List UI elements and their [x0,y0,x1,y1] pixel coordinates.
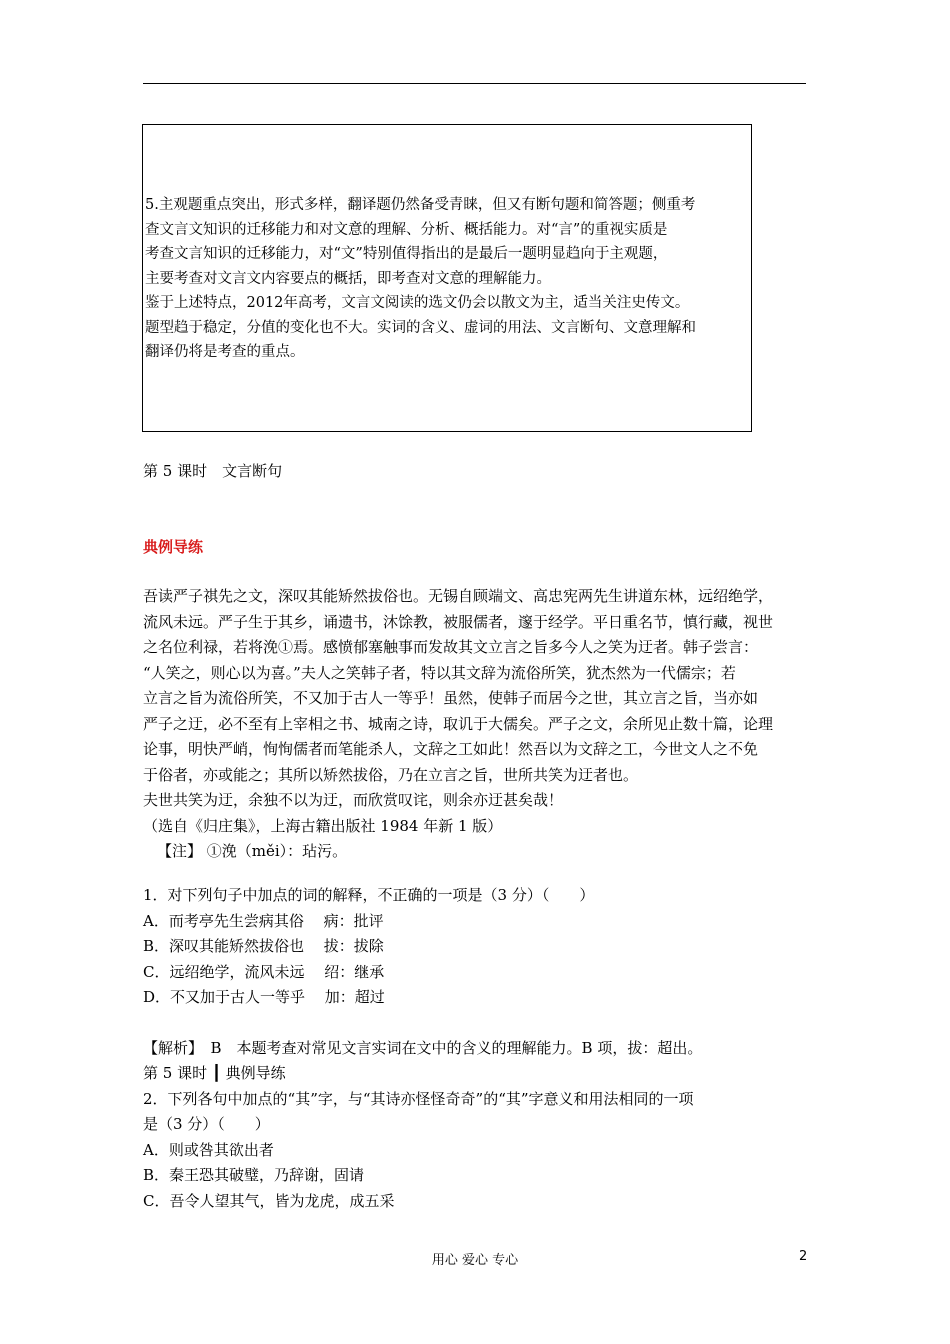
question-1-analysis: 【解析】 B 本题考查对常见文言实词在文中的含义的理解能力。B 项，拔：超出。 [143,1038,703,1057]
page-number: 2 [799,1249,808,1264]
passage-line: 严子之迂，必不至有上宰相之书、城南之诗，取讥于大儒矣。严子之文，余所见止数十篇，论理 [143,714,774,733]
passage-source: （选自《归庄集》，上海古籍出版社 1984 年新 1 版） [143,816,503,835]
question-1-option-c: C．远绍绝学，流风未远 绍：继承 [143,962,385,981]
question-1-stem: 1．对下列句子中加点的词的解释，不正确的一项是（3 分）（ ） [143,886,595,904]
passage-line: 吾读严子祺先之文，深叹其能矫然拔俗也。无锡自顾端文、高忠宪两先生讲道东林，远绍绝学， [143,587,774,605]
question-2-option-a: A．则或咎其欲出者 [143,1140,274,1159]
running-head: 第 5 课时 ┃ 典例导练 [143,1064,286,1082]
header-rule [143,83,806,84]
lesson-title: 第 5 课时 文言断句 [143,462,283,480]
question-2-option-b: B．秦王恐其破璧，乃辞谢，固请 [143,1166,365,1184]
summary-line: 题型趋于稳定，分值的变化也不大。实词的含义、虚词的用法、文言断句、文意理解和 [145,319,696,336]
summary-line: 5.主观题重点突出，形式多样，翻译题仍然备受青睐，但又有断句题和简答题；侧重考 [145,197,696,213]
passage-line: 之名位利禄，若将浼①焉。感愤郁塞触事而发故其文立言之旨多今人之笑为迂者。韩子尝言： [143,638,759,656]
question-2-stem-cont: 是（3 分）（ ） [143,1115,270,1133]
classical-passage [143,584,773,865]
section-title: 典例导练 [143,538,204,556]
question-2-stem: 2．下列各句中加点的“其”字，与“其诗亦怪怪奇奇”的“其”字意义和用法相同的一项 [143,1089,694,1108]
questions [143,883,702,1214]
passage-line: 于俗者，亦或能之；其所以矫然拔俗，乃在立言之旨，世所共笑为迂者也。 [143,765,639,784]
passage-line: 夫世共笑为迂，余独不以为迂，而欣赏叹诧，则余亦迂甚矣哉！ [143,791,564,809]
footer-motto: 用心 爱心 专心 [431,1253,519,1268]
question-1-option-b: B．深叹其能矫然拔俗也 拔：拔除 [143,937,384,955]
summary-line: 翻译仍将是考查的重点。 [145,344,305,360]
passage-line: “人笑之，则心以为喜。”夫人之笑韩子者，特以其文辞为流俗所笑，犹杰然为一代儒宗；若 [143,663,736,682]
passage-line: 论事，明快严峭，恂恂儒者而笔能杀人，文辞之工如此！然吾以为文辞之工，今世文人之不免 [143,740,759,758]
summary-text [145,193,753,365]
spacer [143,1011,702,1036]
summary-line: 考查文言知识的迁移能力，对“文”特别值得指出的是最后一题明显趋向于主观题， [145,246,668,262]
summary-line: 鉴于上述特点，2012年高考，文言文阅读的选文仍会以散文为主，适当关注史传文。 [145,295,690,311]
summary-box [142,124,752,432]
summary-line: 主要考查对文言文内容要点的概括，即考查对文意的理解能力。 [145,270,551,287]
question-2-option-c: C．吾令人望其气，皆为龙虎，成五采 [143,1191,395,1210]
passage-note: 【注】 ①浼（měi）：玷污。 [157,842,348,860]
question-1-option-a: A．而考亭先生尝病其俗 病：批评 [143,911,384,930]
passage-line: 立言之旨为流俗所笑，不又加于古人一等乎！虽然，使韩子而居今之世，其立言之旨，当亦如 [143,689,759,707]
question-1-option-d: D．不又加于古人一等乎 加：超过 [143,988,385,1006]
summary-line: 查文言文知识的迁移能力和对文意的理解、分析、概括能力。对“言”的重视实质是 [145,221,668,238]
passage-line: 流风未远。严子生于其乡，诵遗书，沐馀教，被服儒者，邃于经学。平日重名节，慎行藏，视世 [143,612,774,631]
